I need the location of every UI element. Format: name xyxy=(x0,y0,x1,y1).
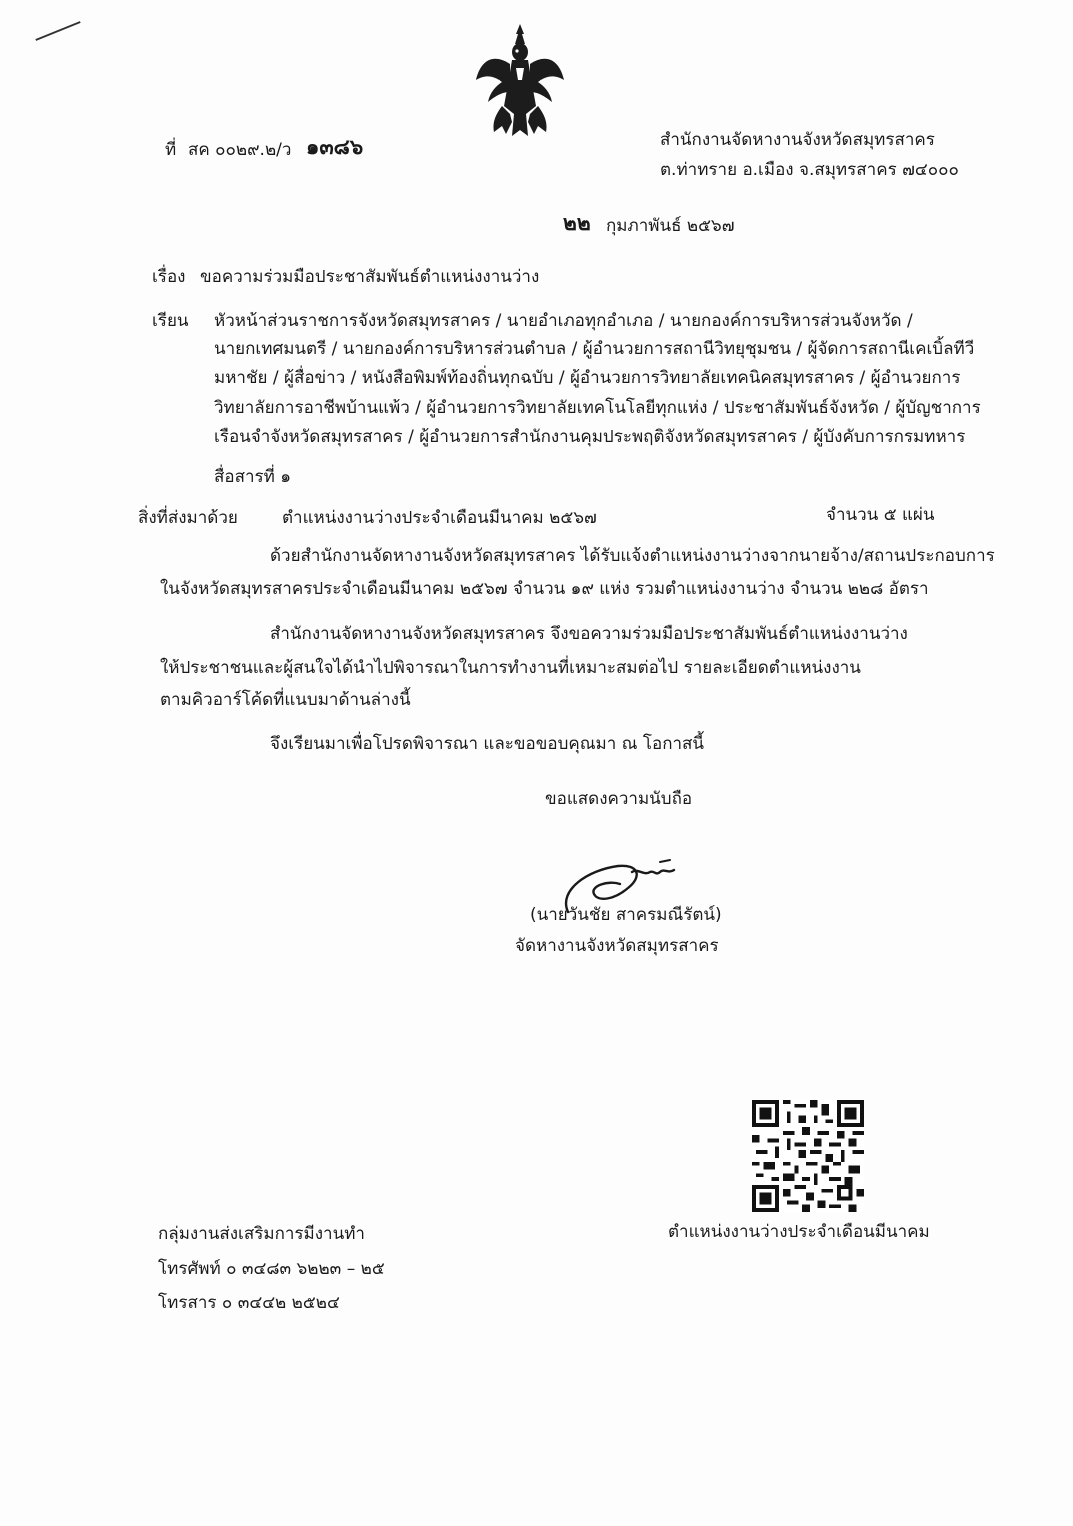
qr-caption: ตำแหน่งงานว่างประจำเดือนมีนาคม xyxy=(668,1222,930,1242)
enclosure-count: จำนวน ๕ แผ่น xyxy=(826,505,935,525)
footer-department: กลุ่มงานส่งเสริมการมีงานทำ xyxy=(158,1224,365,1244)
recipient-line: สื่อสารที่ ๑ xyxy=(214,467,292,487)
recipient-line: หัวหน้าส่วนราชการจังหวัดสมุทรสาคร / นายอำเภอทุกอำเภอ / นายกองค์การบริหารส่วนจังหวัด / xyxy=(214,311,913,331)
office-address: ต.ท่าทราย อ.เมือง จ.สมุทรสาคร ๗๔๐๐๐ xyxy=(660,160,959,180)
body-paragraph-2-line: ตามคิวอาร์โค้ดที่แนบมาด้านล่างนี้ xyxy=(160,690,411,710)
body-paragraph-1-line: ด้วยสำนักงานจัดหางานจังหวัดสมุทรสาคร ได้รับแจ้งตำแหน่งงานว่างจากนายจ้าง/สถานประกอบการ xyxy=(270,546,995,566)
doc-number-printed: สค ๐๐๒๙.๒/ว xyxy=(188,140,292,160)
date-day-handwritten: ๒๒ xyxy=(563,210,591,235)
recipient-label: เรียน xyxy=(152,311,189,331)
enclosure-text: ตำแหน่งงานว่างประจำเดือนมีนาคม ๒๕๖๗ xyxy=(282,508,597,528)
qr-code-icon[interactable] xyxy=(752,1100,864,1212)
closing-line: จึงเรียนมาเพื่อโปรดพิจารณา และขอขอบคุณมา ณ โอกาสนี้ xyxy=(270,734,705,754)
scan-pen-mark xyxy=(35,21,80,41)
recipient-line: วิทยาลัยการอาชีพบ้านแพ้ว / ผู้อำนวยการวิทยาลัยเทคโนโลยีทุกแห่ง / ประชาสัมพันธ์จังหวัด / ผู้บัญชาการ xyxy=(214,398,981,418)
doc-number-label: ที่ xyxy=(165,140,177,160)
enclosure-label: สิ่งที่ส่งมาด้วย xyxy=(138,508,238,528)
body-paragraph-2-line: สำนักงานจัดหางานจังหวัดสมุทรสาคร จึงขอความร่วมมือประชาสัมพันธ์ตำแหน่งงานว่าง xyxy=(270,624,908,644)
date-month-year: กุมภาพันธ์ ๒๕๖๗ xyxy=(606,216,735,236)
subject-label: เรื่อง xyxy=(152,267,186,287)
body-paragraph-2-line: ให้ประชาชนและผู้สนใจได้นำไปพิจารณาในการทำงานที่เหมาะสมต่อไป รายละเอียดตำแหน่งงาน xyxy=(160,658,861,678)
regards-text: ขอแสดงความนับถือ xyxy=(545,789,693,809)
signer-position: จัดหางานจังหวัดสมุทรสาคร xyxy=(515,936,719,956)
recipient-line: มหาชัย / ผู้สื่อข่าว / หนังสือพิมพ์ท้องถิ่นทุกฉบับ / ผู้อำนวยการวิทยาลัยเทคนิคสมุทรสาคร / ผู้อำนวยการ xyxy=(214,368,961,388)
office-name: สำนักงานจัดหางานจังหวัดสมุทรสาคร xyxy=(660,130,935,150)
subject-text: ขอความร่วมมือประชาสัมพันธ์ตำแหน่งงานว่าง xyxy=(200,267,540,287)
body-paragraph-1-line: ในจังหวัดสมุทรสาครประจำเดือนมีนาคม ๒๕๖๗ จำนวน ๑๙ แห่ง รวมตำแหน่งงานว่าง จำนวน ๒๒๘ อัตรา xyxy=(160,579,929,599)
recipient-line: เรือนจำจังหวัดสมุทรสาคร / ผู้อำนวยการสำนักงานคุมประพฤติจังหวัดสมุทรสาคร / ผู้บังคับการกรมทหาร xyxy=(214,427,966,447)
footer-fax: โทรสาร ๐ ๓๔๔๒ ๒๕๒๔ xyxy=(158,1293,340,1313)
signer-name: (นายวันชัย สาครมณีรัตน์) xyxy=(530,905,722,925)
recipient-line: นายกเทศมนตรี / นายกองค์การบริหารส่วนตำบล / ผู้อำนวยการสถานีวิทยุชุมชน / ผู้จัดการสถานีเคเบิ้ลทีวี xyxy=(214,339,975,359)
footer-phone: โทรศัพท์ ๐ ๓๔๘๓ ๖๒๒๓ – ๒๕ xyxy=(158,1259,385,1279)
doc-number-handwritten: ๑๓๘๖ xyxy=(306,134,364,159)
garuda-emblem-icon xyxy=(472,22,568,140)
